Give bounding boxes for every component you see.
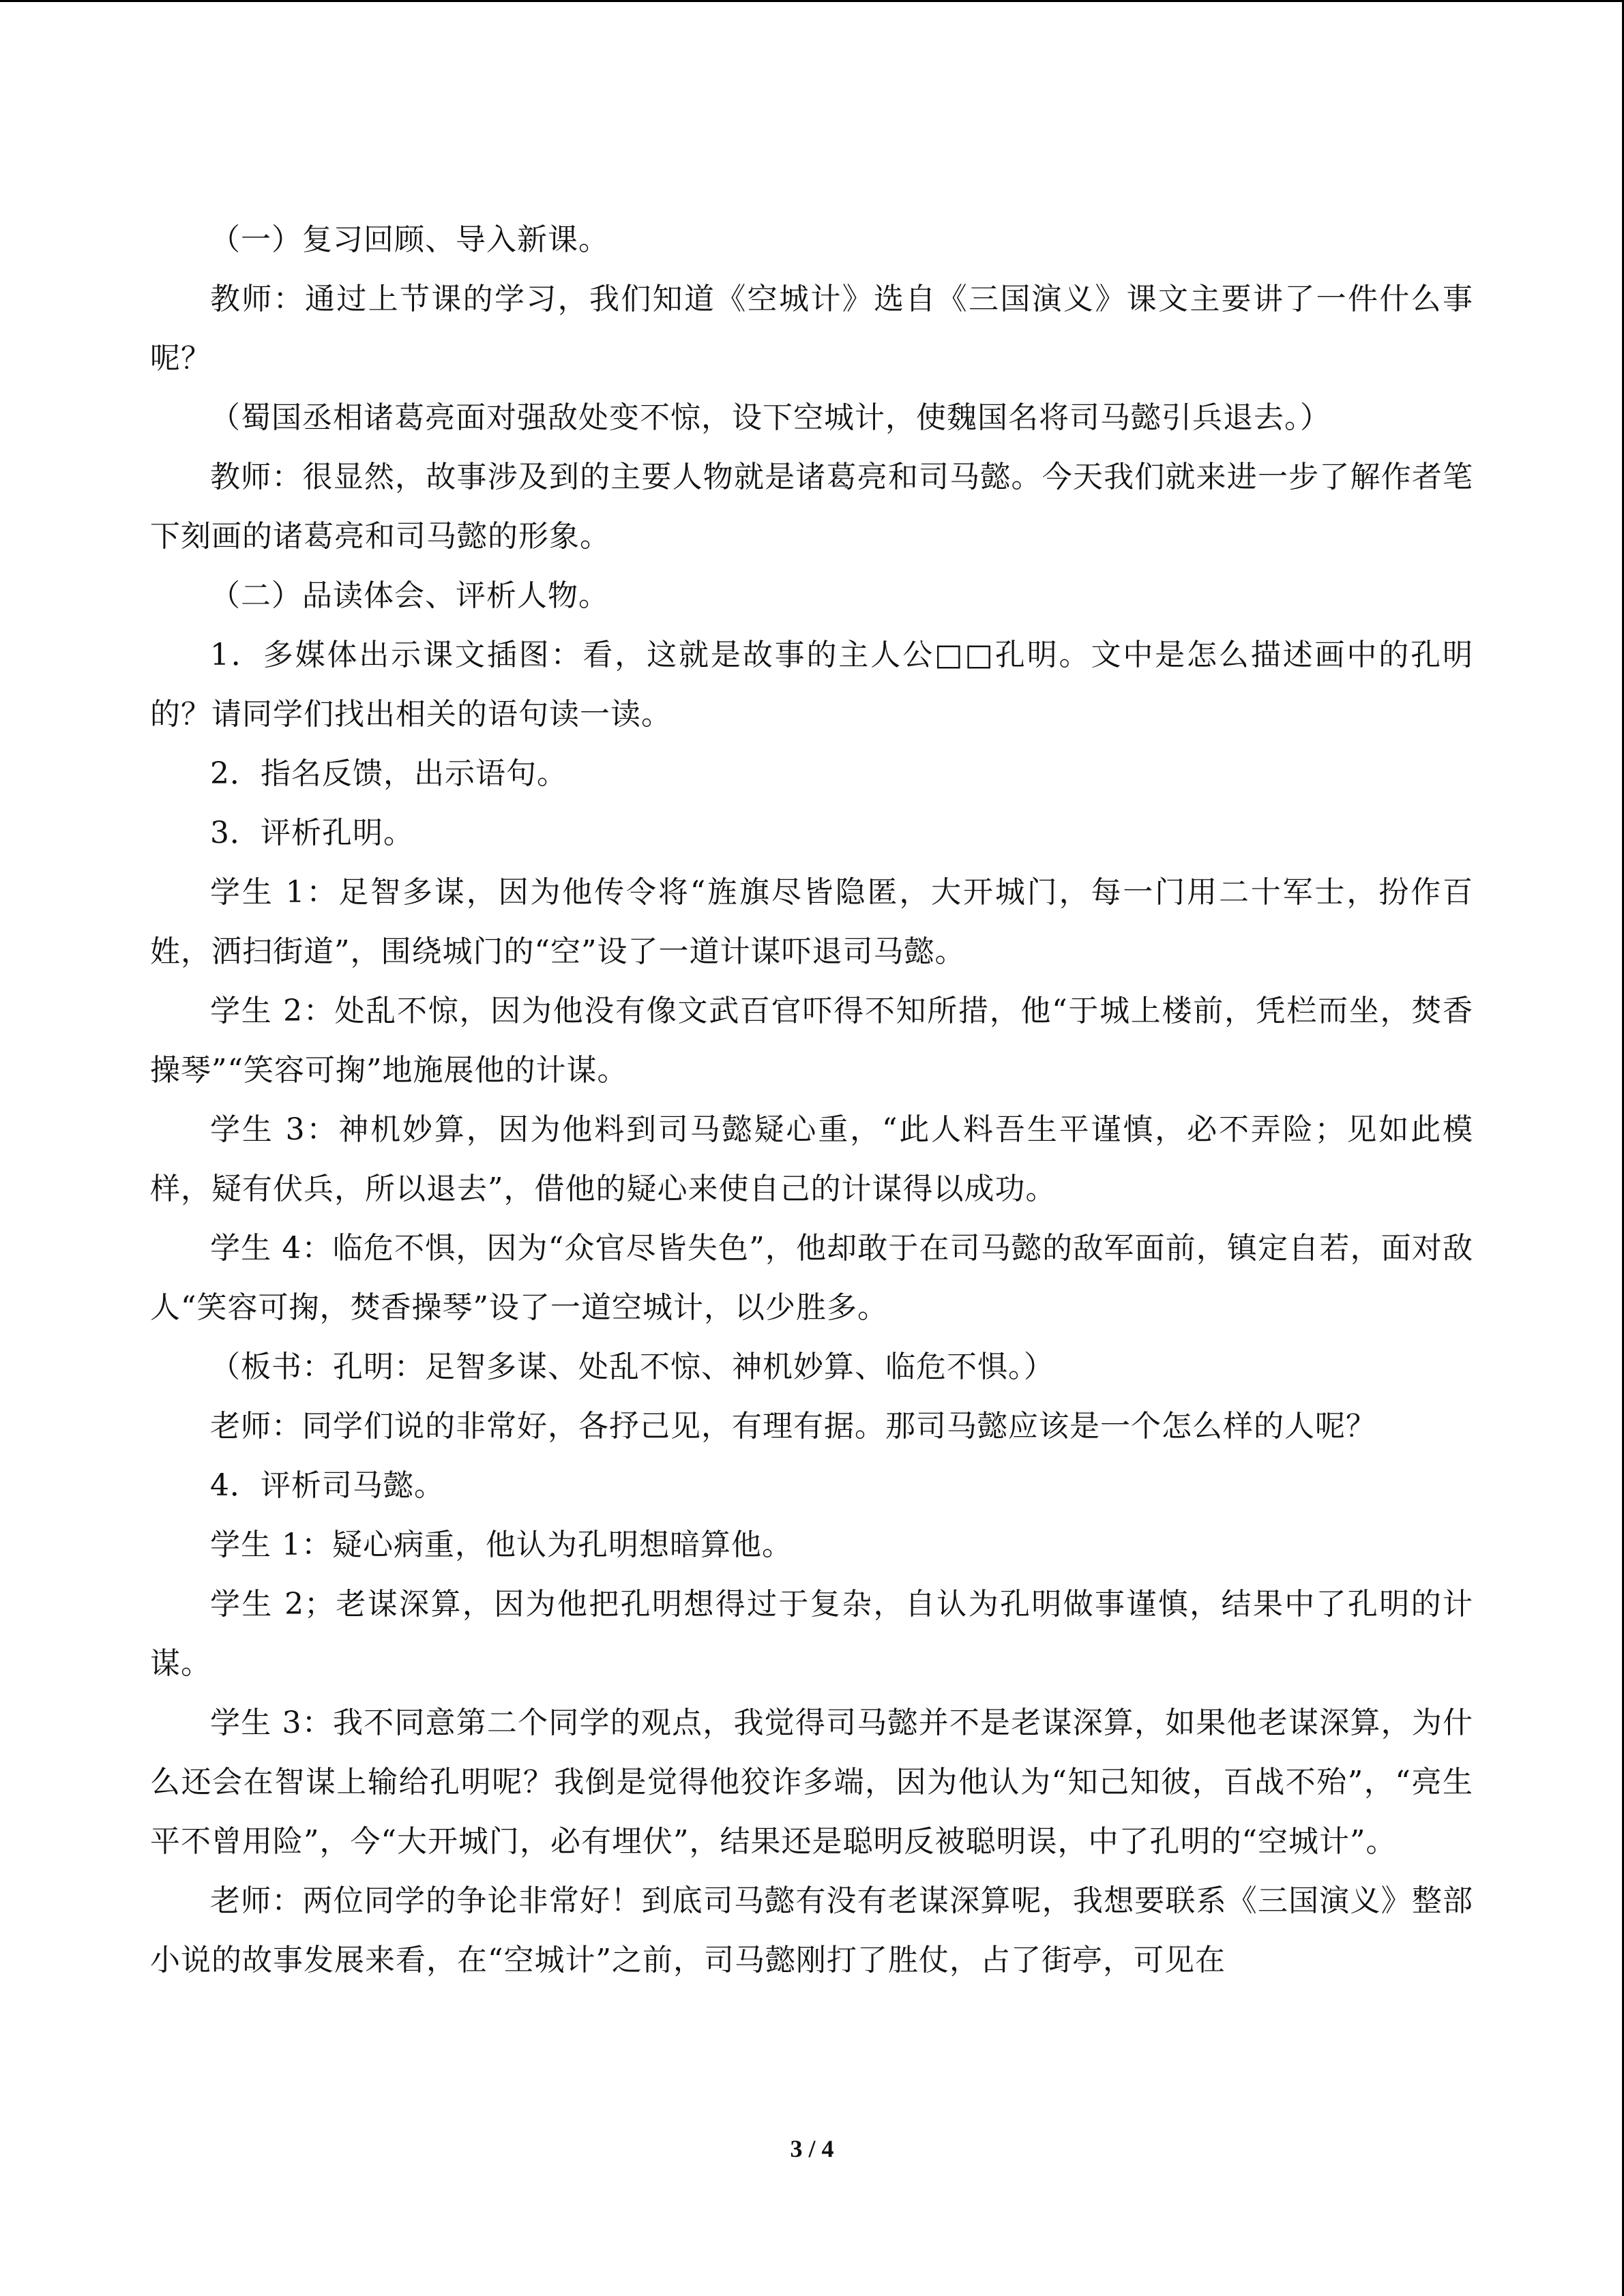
paragraph-analysis-heading: （二）品读体会、评析人物。 bbox=[210, 578, 609, 613]
paragraph-teacher-discussion: 老师：两位同学的争论非常好！到底司马懿有没有老谋深算呢，我想要联系《三国演义》整部小说的故事发展来看，在“空城计”之前，司马懿刚打了胜仗，占了街亭，可见在 bbox=[150, 1883, 1473, 1978]
paragraph-step-3: 3．评析孔明。 bbox=[210, 816, 414, 850]
page-number: 3 / 4 bbox=[790, 2135, 834, 2162]
paragraph-teacher-praise: 老师：同学们说的非常好，各抒己见，有理有据。那司马懿应该是一个怎么样的人呢？ bbox=[210, 1409, 1376, 1444]
paragraph-board-notes: （板书：孔明：足智多谋、处乱不惊、神机妙算、临危不惧。） bbox=[210, 1350, 1054, 1384]
paragraph-sima-student-1: 学生 1：疑心病重，他认为孔明想暗算他。 bbox=[210, 1527, 793, 1562]
document-body bbox=[150, 210, 1473, 1990]
paragraph-teacher-question: 教师：通过上节课的学习，我们知道《空城计》选自《三国演义》课文主要讲了一件什么事呢？ bbox=[150, 282, 1473, 376]
paragraph-step-4: 4．评析司马懿。 bbox=[210, 1468, 445, 1503]
paragraph-step-2: 2．指名反馈，出示语句。 bbox=[210, 756, 567, 791]
paragraph-sima-student-2: 学生 2；老谋深算，因为他把孔明想得过于复杂，自认为孔明做事谨慎，结果中了孔明的计谋。 bbox=[150, 1587, 1473, 1681]
paragraph-student-4: 学生 4：临危不惧，因为“众官尽皆失色”，他却敢于在司马懿的敌军面前，镇定自若，面对敌人“笑容可掬，焚香操琴”设了一道空城计，以少胜多。 bbox=[150, 1231, 1473, 1325]
paragraph-student-1: 学生 1：足智多谋，因为他传令将“旌旗尽皆隐匿，大开城门，每一门用二十军士，扮作百姓，洒扫街道”，围绕城门的“空”设了一道计谋吓退司马懿。 bbox=[150, 875, 1473, 969]
paragraph-student-3: 学生 3：神机妙算，因为他料到司马懿疑心重，“此人料吾生平谨慎，必不弄险；见如此模样，疑有伏兵，所以退去”，借他的疑心来使自己的计谋得以成功。 bbox=[150, 1112, 1473, 1206]
paragraph-sima-student-3: 学生 3：我不同意第二个同学的观点，我觉得司马懿并不是老谋深算，如果他老谋深算，为什么还会在智谋上输给孔明呢？我倒是觉得他狡诈多端，因为他认为“知己知彼，百战不殆”，“亮生平不曾用险”，今“大开城门，必有埋伏”，结果还是聪明反被聪明误，中了孔明的“空城计”。 bbox=[150, 1705, 1473, 1859]
paragraph-step-1: 1．多媒体出示课文插图：看，这就是故事的主人公□□孔明。文中是怎么描述画中的孔明的？请同学们找出相关的语句读一读。 bbox=[150, 638, 1473, 732]
paragraph-story-summary: （蜀国丞相诸葛亮面对强敌处变不惊，设下空城计，使魏国名将司马懿引兵退去。） bbox=[210, 400, 1331, 435]
paragraph-teacher-intro: 教师：很显然，故事涉及到的主要人物就是诸葛亮和司马懿。今天我们就来进一步了解作者笔下刻画的诸葛亮和司马懿的形象。 bbox=[150, 460, 1473, 554]
paragraph-student-2: 学生 2：处乱不惊，因为他没有像文武百官吓得不知所措，他“于城上楼前，凭栏而坐，焚香操琴”“笑容可掬”地施展他的计谋。 bbox=[150, 994, 1473, 1088]
paragraph-review-heading: （一）复习回顾、导入新课。 bbox=[210, 222, 609, 257]
